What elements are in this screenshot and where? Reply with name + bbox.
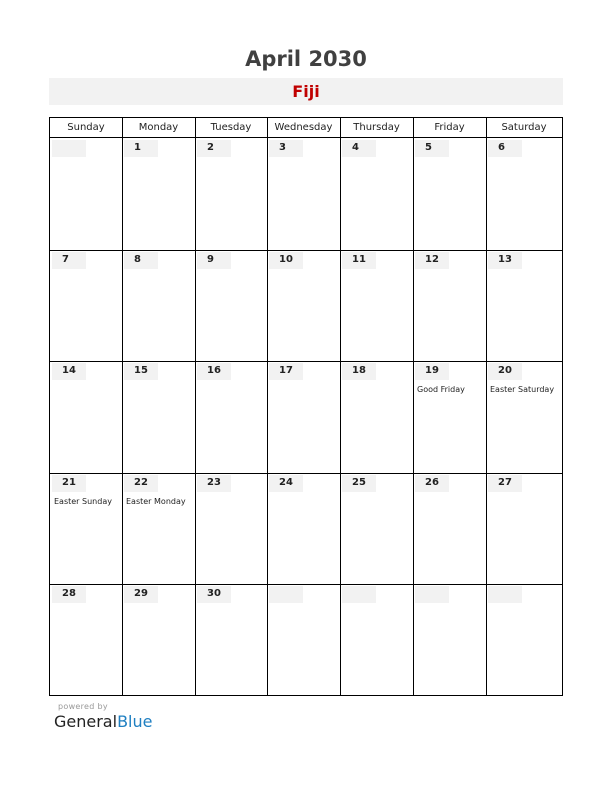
holiday-label: Good Friday bbox=[417, 385, 465, 394]
day-number: 17 bbox=[279, 365, 293, 376]
day-number: 25 bbox=[352, 477, 366, 488]
day-number: 2 bbox=[207, 142, 214, 153]
day-cell bbox=[486, 584, 562, 696]
day-number-box bbox=[342, 140, 376, 157]
weekday-header: Thursday bbox=[340, 118, 413, 138]
day-number-box bbox=[488, 586, 522, 603]
weekday-header: Wednesday bbox=[267, 118, 340, 138]
day-cell bbox=[195, 584, 267, 696]
day-number: 24 bbox=[279, 477, 293, 488]
day-cell bbox=[50, 361, 122, 473]
day-number-box bbox=[415, 140, 449, 157]
calendar-grid bbox=[49, 117, 563, 696]
country-name: Fiji bbox=[292, 82, 320, 101]
day-number: 13 bbox=[498, 254, 512, 265]
day-number: 19 bbox=[425, 365, 439, 376]
day-number-box bbox=[52, 140, 86, 157]
day-cell bbox=[340, 250, 413, 362]
day-number: 16 bbox=[207, 365, 221, 376]
weekday-header: Sunday bbox=[50, 118, 122, 138]
day-cell bbox=[122, 138, 195, 250]
day-number: 28 bbox=[62, 588, 76, 599]
brand-text-general: General bbox=[54, 712, 118, 731]
day-cell bbox=[195, 361, 267, 473]
day-number: 27 bbox=[498, 477, 512, 488]
day-number-box bbox=[197, 252, 231, 269]
holiday-label: Easter Saturday bbox=[490, 385, 555, 394]
day-cell bbox=[413, 250, 486, 362]
day-cell bbox=[122, 250, 195, 362]
day-number: 3 bbox=[279, 142, 286, 153]
day-number: 11 bbox=[352, 254, 366, 265]
day-number-box bbox=[124, 252, 158, 269]
weekday-header: Saturday bbox=[486, 118, 562, 138]
day-cell bbox=[50, 473, 122, 585]
day-number-box bbox=[197, 140, 231, 157]
day-number: 15 bbox=[134, 365, 148, 376]
day-number: 30 bbox=[207, 588, 221, 599]
day-number: 6 bbox=[498, 142, 505, 153]
day-cell bbox=[122, 584, 195, 696]
day-number: 10 bbox=[279, 254, 293, 265]
day-cell bbox=[486, 250, 562, 362]
day-cell bbox=[486, 473, 562, 585]
holiday-label: Easter Sunday bbox=[54, 497, 112, 506]
weekday-header: Tuesday bbox=[195, 118, 267, 138]
day-number: 9 bbox=[207, 254, 214, 265]
day-number: 7 bbox=[62, 254, 69, 265]
day-number: 14 bbox=[62, 365, 76, 376]
day-number-box bbox=[415, 586, 449, 603]
weekday-header: Friday bbox=[413, 118, 486, 138]
day-number-box bbox=[269, 140, 303, 157]
day-cell bbox=[486, 361, 562, 473]
day-number-box bbox=[342, 586, 376, 603]
day-cell bbox=[340, 138, 413, 250]
day-cell bbox=[486, 138, 562, 250]
day-number-box bbox=[488, 140, 522, 157]
day-cell bbox=[122, 361, 195, 473]
powered-by-label: powered by bbox=[58, 702, 108, 711]
day-number: 23 bbox=[207, 477, 221, 488]
day-cell bbox=[267, 473, 340, 585]
day-number: 18 bbox=[352, 365, 366, 376]
calendar-title: April 2030 bbox=[245, 47, 367, 71]
day-cell bbox=[267, 361, 340, 473]
day-cell bbox=[340, 584, 413, 696]
day-cell bbox=[122, 473, 195, 585]
day-number-box bbox=[52, 252, 86, 269]
day-cell bbox=[267, 250, 340, 362]
day-cell bbox=[413, 584, 486, 696]
day-cell bbox=[413, 361, 486, 473]
day-number: 26 bbox=[425, 477, 439, 488]
day-number: 22 bbox=[134, 477, 148, 488]
day-cell bbox=[340, 473, 413, 585]
day-cell bbox=[50, 138, 122, 250]
weekday-header: Monday bbox=[122, 118, 195, 138]
day-cell bbox=[267, 584, 340, 696]
day-cell bbox=[340, 361, 413, 473]
day-number: 21 bbox=[62, 477, 76, 488]
day-cell bbox=[195, 138, 267, 250]
day-cell bbox=[413, 473, 486, 585]
holiday-label: Easter Monday bbox=[126, 497, 186, 506]
day-number: 29 bbox=[134, 588, 148, 599]
country-bar bbox=[49, 78, 563, 105]
day-cell bbox=[413, 138, 486, 250]
day-number-box bbox=[269, 586, 303, 603]
day-number: 5 bbox=[425, 142, 432, 153]
day-cell bbox=[267, 138, 340, 250]
day-cell bbox=[195, 473, 267, 585]
day-number: 12 bbox=[425, 254, 439, 265]
day-cell bbox=[50, 250, 122, 362]
day-cell bbox=[50, 584, 122, 696]
day-number: 8 bbox=[134, 254, 141, 265]
day-number: 20 bbox=[498, 365, 512, 376]
day-number-box bbox=[124, 140, 158, 157]
brand-text-blue: Blue bbox=[117, 712, 153, 731]
day-cell bbox=[195, 250, 267, 362]
day-number: 4 bbox=[352, 142, 359, 153]
brand-logo bbox=[54, 712, 152, 731]
day-number: 1 bbox=[134, 142, 141, 153]
